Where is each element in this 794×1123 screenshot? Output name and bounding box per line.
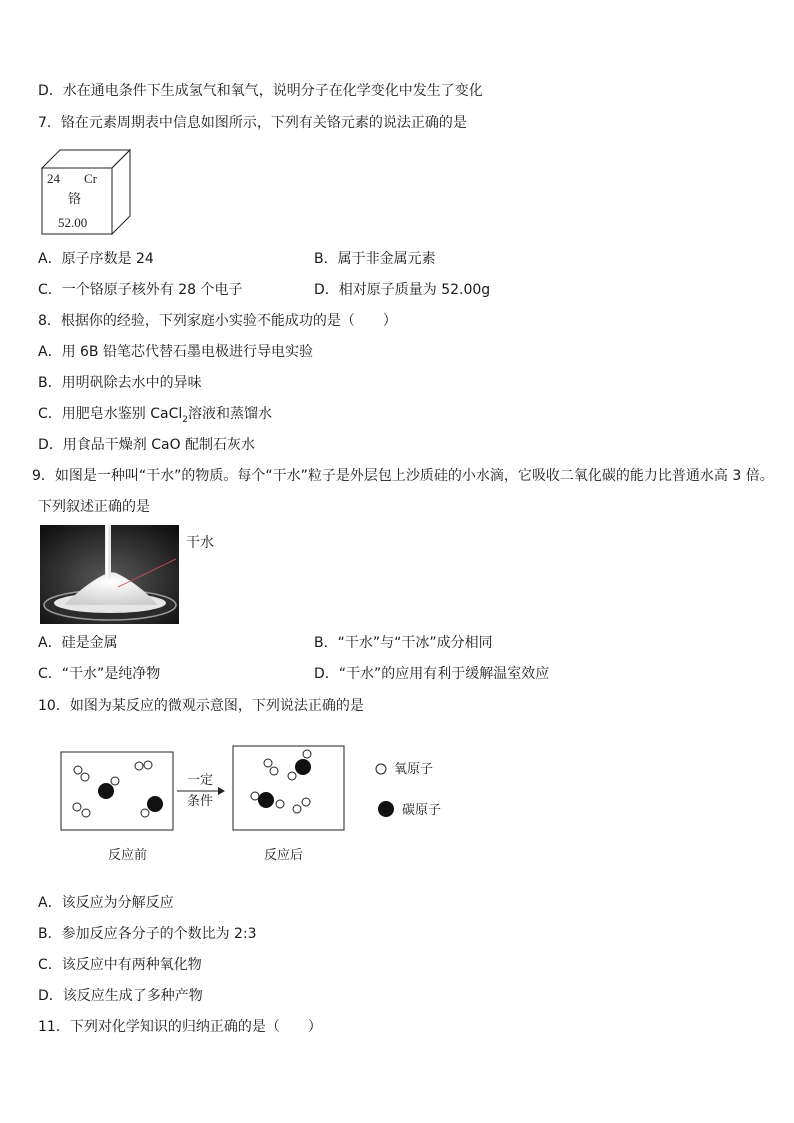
question-8-option-d: D．用食品干燥剂 CaO 配制石灰水 bbox=[38, 437, 256, 453]
question-9-option-b: B．“干水”与“干冰”成分相同 bbox=[314, 635, 493, 651]
element-atomic-mass: 52.00 bbox=[58, 215, 88, 230]
question-9-option-a: A．硅是金属 bbox=[38, 635, 118, 651]
element-atomic-number: 24 bbox=[47, 171, 60, 186]
condition-top: 一定 bbox=[187, 773, 214, 788]
question-7-option-c: C．一个铬原子核外有 28 个电子 bbox=[38, 282, 243, 298]
question-10-option-d: D．该反应生成了多种产物 bbox=[38, 988, 203, 1004]
condition-bottom: 条件 bbox=[187, 794, 214, 809]
question-7-stem: 7．铬在元素周期表中信息如图所示，下列有关铬元素的说法正确的是 bbox=[38, 115, 467, 131]
question-8-option-b: B．用明矾除去水中的异味 bbox=[38, 375, 202, 391]
legend-oxygen-label: 氧原子 bbox=[394, 762, 434, 777]
question-9-stem: 9．如图是一种叫“干水”的物质。每个“干水”粒子是外层包上沙质硅的小水滴，它吸收二氧化碳的能力比普通水高 3 倍。 bbox=[32, 468, 774, 484]
after-box bbox=[233, 746, 344, 830]
question-10-option-a: A．该反应为分解反应 bbox=[38, 895, 174, 911]
question-10-stem: 10．如图为某反应的微观示意图，下列说法正确的是 bbox=[38, 698, 364, 714]
q8c-text: C．用肥皂水鉴别 CaCl bbox=[38, 406, 183, 422]
question-9-option-d: D．“干水”的应用有利于缓解温室效应 bbox=[314, 666, 550, 682]
before-box bbox=[61, 752, 173, 830]
question-10-option-c: C．该反应中有两种氧化物 bbox=[38, 957, 202, 973]
after-label: 反应后 bbox=[264, 848, 304, 863]
question-8-option-c bbox=[38, 405, 272, 429]
legend-carbon-label: 碳原子 bbox=[402, 803, 442, 818]
question-7-option-b: B．属于非金属元素 bbox=[314, 251, 436, 267]
q8c-subscript: 2 bbox=[182, 414, 188, 425]
question-8-option-a: A．用 6B 铅笔芯代替石墨电极进行导电实验 bbox=[38, 344, 313, 360]
question-7-option-d: D．相对原子质量为 52.00g bbox=[314, 282, 491, 298]
question-9-option-c: C．“干水”是纯净物 bbox=[38, 666, 161, 682]
element-name: 铬 bbox=[68, 192, 82, 207]
question-7-option-a: A．原子序数是 24 bbox=[38, 251, 154, 267]
q8c-text-end: 溶液和蒸馏水 bbox=[187, 406, 272, 422]
dry-water-photo bbox=[40, 525, 179, 624]
chromium-element-card bbox=[40, 148, 132, 236]
question-8-stem: 8．根据你的经验，下列家庭小实验不能成功的是（ ） bbox=[38, 313, 397, 329]
legend-carbon-icon bbox=[378, 801, 394, 817]
legend-oxygen-icon bbox=[376, 764, 386, 774]
question-11-stem: 11．下列对化学知识的归纳正确的是（ ） bbox=[38, 1019, 322, 1035]
question-9-stem-2: 下列叙述正确的是 bbox=[38, 499, 150, 515]
photo-label: 干水 bbox=[186, 535, 214, 551]
before-label: 反应前 bbox=[108, 848, 148, 863]
element-symbol: Cr bbox=[84, 171, 97, 186]
reaction-diagram bbox=[55, 740, 475, 870]
question-10-option-b: B．参加反应各分子的个数比为 2:3 bbox=[38, 926, 257, 942]
question-6-option-d: D．水在通电条件下生成氢气和氧气，说明分子在化学变化中发生了变化 bbox=[38, 83, 483, 99]
